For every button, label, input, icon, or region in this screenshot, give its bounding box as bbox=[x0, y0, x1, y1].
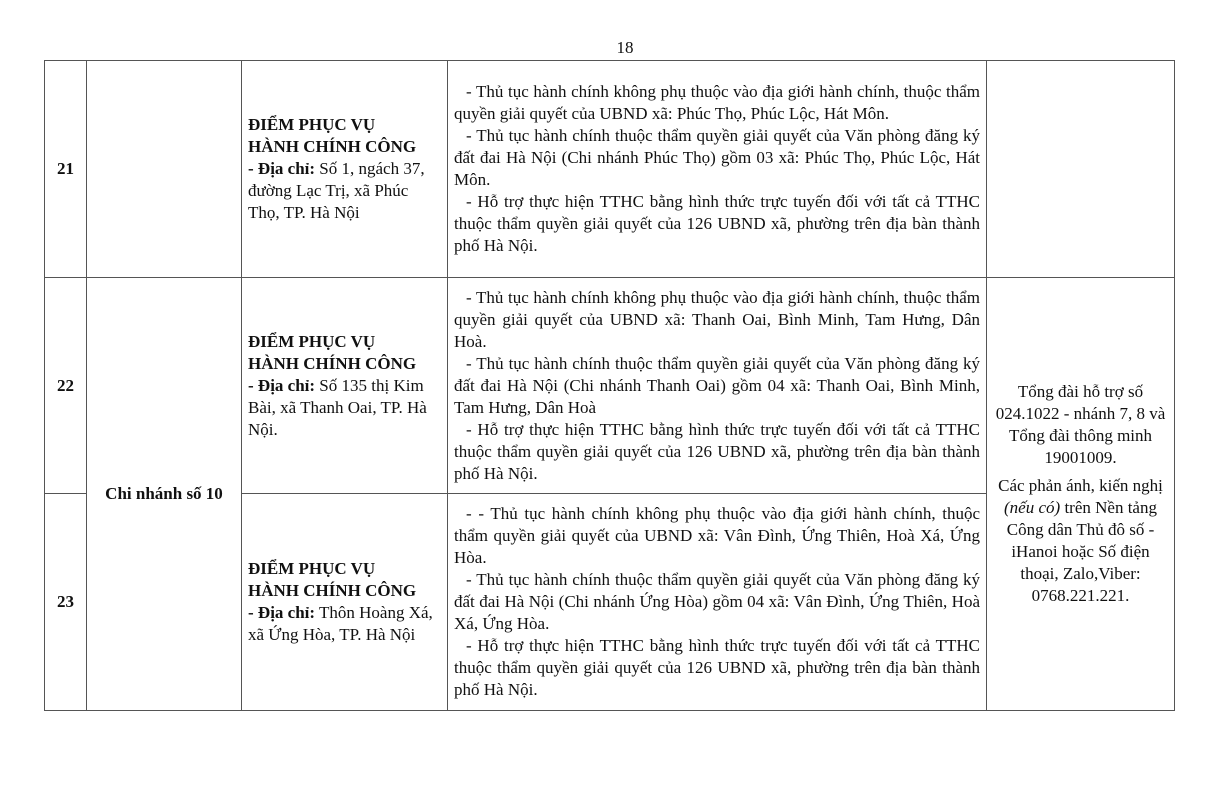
row-number: 21 bbox=[45, 61, 87, 278]
service-points-table bbox=[44, 60, 1175, 711]
scope-cell bbox=[448, 61, 987, 278]
service-point-address: - Địa chỉ: Thôn Hoàng Xá, xã Ứng Hòa, TP. Hà Nội bbox=[248, 603, 433, 644]
scope-item: - Hỗ trợ thực hiện TTHC bằng hình thức trực tuyến đối với tất cả TTHC thuộc thẩm quyền giải quyết của 126 UBND xã, phường trên địa bàn thành phố Hà Nội. bbox=[454, 419, 980, 483]
scope-item: - Thủ tục hành chính thuộc thẩm quyền giải quyết của Văn phòng đăng ký đất đai Hà Nội (Chi nhánh Thanh Oai) gồm 04 xã: Thanh Oai, Bình Minh, Tam Hưng, Dân Hoà bbox=[454, 353, 980, 417]
service-point-cell bbox=[242, 278, 448, 494]
service-point-title: ĐIỂM PHỤC VỤ HÀNH CHÍNH CÔNG bbox=[248, 331, 417, 373]
table-row bbox=[45, 278, 1175, 494]
scope-item: - Hỗ trợ thực hiện TTHC bằng hình thức trực tuyến đối với tất cả TTHC thuộc thẩm quyền giải quyết của 126 UBND xã, phường trên địa bàn thành phố Hà Nội. bbox=[454, 192, 980, 255]
service-point-cell bbox=[242, 61, 448, 278]
scope-cell bbox=[448, 494, 987, 711]
service-point-address: - Địa chỉ: Số 1, ngách 37, đường Lạc Trị, xã Phúc Thọ, TP. Hà Nội bbox=[248, 159, 425, 222]
page-number: 18 bbox=[616, 38, 634, 57]
branch-name: Chi nhánh số 10 bbox=[87, 278, 242, 711]
row-number: 23 bbox=[45, 494, 87, 711]
table-row bbox=[45, 61, 1175, 278]
service-point-address: - Địa chỉ: Số 135 thị Kim Bài, xã Thanh Oai, TP. Hà Nội. bbox=[248, 375, 427, 439]
support-cell-empty bbox=[987, 61, 1175, 278]
service-point-title: ĐIỂM PHỤC VỤ HÀNH CHÍNH CÔNG bbox=[248, 559, 417, 600]
service-point-cell bbox=[242, 494, 448, 711]
scope-item: - Thủ tục hành chính thuộc thẩm quyền giải quyết của Văn phòng đăng ký đất đai Hà Nội (Chi nhánh Ứng Hòa) gồm 04 xã: Vân Đình, Ứng Thiên, Hoà Xá, Ứng Hòa. bbox=[454, 570, 980, 633]
scope-item: - Thủ tục hành chính không phụ thuộc vào địa giới hành chính, thuộc thẩm quyền giải quyết của UBND xã: Phúc Thọ, Phúc Lộc, Hát Môn. bbox=[454, 82, 980, 123]
scope-cell bbox=[448, 278, 987, 494]
row-number: 22 bbox=[45, 278, 87, 494]
scope-item: - - Thủ tục hành chính không phụ thuộc vào địa giới hành chính, thuộc thẩm quyền giải quyết của UBND xã: Vân Đình, Ứng Thiên, Hoà Xá, Ứng Hòa. bbox=[454, 504, 980, 567]
scope-item: - Hỗ trợ thực hiện TTHC bằng hình thức trực tuyến đối với tất cả TTHC thuộc thẩm quyền giải quyết của 126 UBND xã, phường trên địa bàn thành phố Hà Nội. bbox=[454, 636, 980, 699]
service-point-title: ĐIỂM PHỤC VỤ HÀNH CHÍNH CÔNG bbox=[248, 115, 417, 156]
support-info-cell bbox=[987, 278, 1175, 711]
hotline-text: Tổng đài hỗ trợ số 024.1022 - nhánh 7, 8 và Tổng đài thông minh 19001009. bbox=[995, 382, 1166, 467]
scope-item: - Thủ tục hành chính thuộc thẩm quyền giải quyết của Văn phòng đăng ký đất đai Hà Nội (Chi nhánh Phúc Thọ) gồm 03 xã: Phúc Thọ, Phúc Lộc, Hát Môn. bbox=[454, 126, 980, 189]
feedback-text: Các phản ánh, kiến nghị (nếu có) trên Nền tảng Công dân Thủ đô số - iHanoi hoặc Số điện thoại, Zalo,Viber: 0768.221.221. bbox=[998, 476, 1163, 605]
branch-cell-empty bbox=[87, 61, 242, 278]
scope-item: - Thủ tục hành chính không phụ thuộc vào địa giới hành chính, thuộc thẩm quyền giải quyết của UBND xã: Thanh Oai, Bình Minh, Tam Hưng, Dân Hoà. bbox=[454, 287, 980, 351]
